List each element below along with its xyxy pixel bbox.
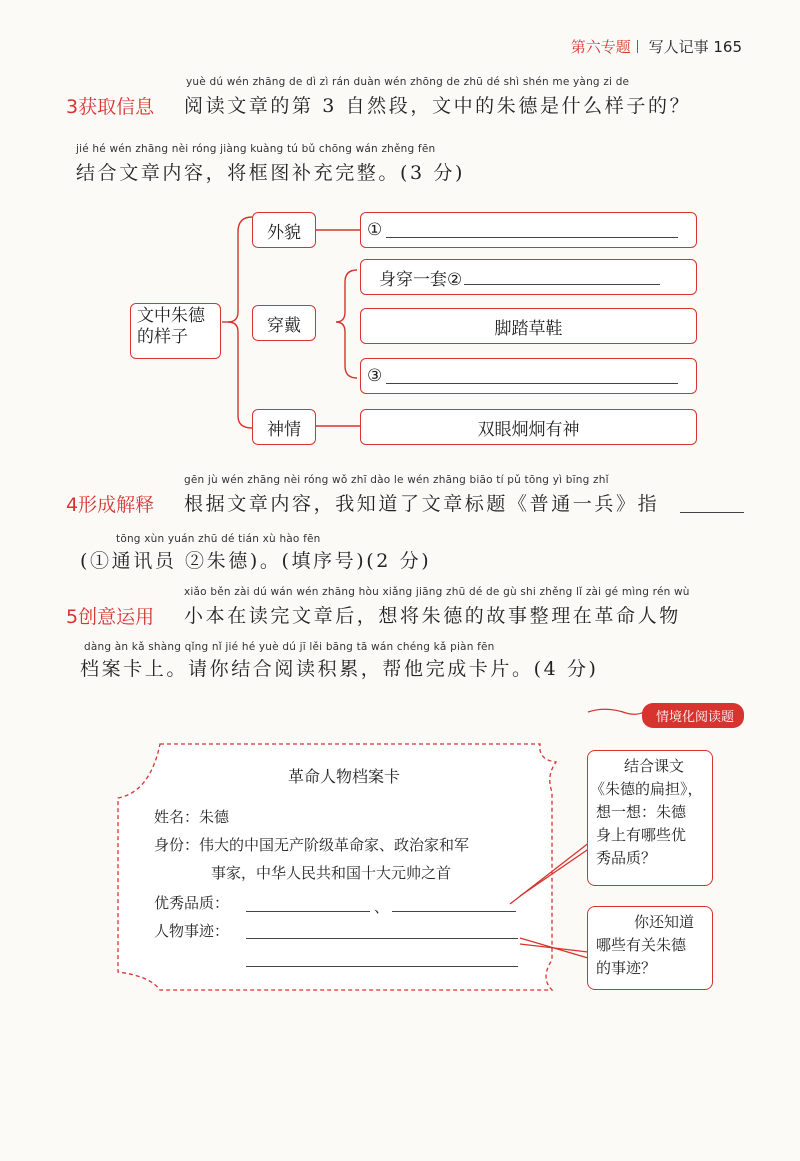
clothing-answer-box-3 [360, 358, 697, 394]
card-quality-label: 优秀品质： [154, 894, 230, 912]
diagram-root-box: 文中朱德的样子 [130, 303, 221, 359]
hint-bubble-deeds: 你还知道 哪些有关朱德 的事迹？ [587, 906, 713, 990]
card-name: 姓名：朱德 [154, 808, 230, 826]
card-deeds-label: 人物事迹： [154, 922, 230, 940]
q5-number: 5创意运用 [66, 606, 155, 628]
q3-pinyin-1: yuè dú wén zhāng de dì zì rán duàn wén zhōng de zhū dé shì shén me yàng zi de [186, 76, 630, 88]
card-title: 革命人物档案卡 [288, 767, 401, 786]
expression-answer-box: 双眼炯炯有神 [360, 409, 697, 445]
hint-bubble-qualities: 结合课文 《朱德的扁担》， 想一想：朱德 身上有哪些优 秀品质？ [587, 750, 713, 886]
page-number: 165 [713, 38, 742, 56]
quality-blank-1[interactable] [246, 893, 370, 912]
q4-pinyin-1: gēn jù wén zhāng nèi róng wǒ zhī dào le wén zhāng biāo tí pǔ tōng yì bīng zhǐ [184, 474, 609, 486]
q4-question-line-1: 根据文章内容，我知道了文章标题《普通一兵》指 [184, 493, 660, 515]
q4-answer-blank[interactable] [680, 492, 744, 513]
clothing-box: 穿戴 [252, 305, 316, 341]
q3-question-line-1: 阅读文章的第 3 自然段，文中的朱德是什么样子的？ [184, 95, 692, 117]
clothing-answer-box-2: 脚踏草鞋 [360, 308, 697, 344]
blank-3-line[interactable] [386, 383, 678, 384]
expression-box: 神情 [252, 409, 316, 445]
q5-pinyin-1: xiǎo běn zài dú wán wén zhāng hòu xiǎng jiāng zhū dé de gù shi zhěng lǐ zài gé mìng rén wù [184, 586, 690, 598]
q5-pinyin-2: dàng àn kǎ shàng qǐng nǐ jié hé yuè dú jī lěi bāng tā wán chéng kǎ piàn fēn [84, 641, 495, 653]
q5-question-line-1: 小本在读完文章后，想将朱德的故事整理在革命人物 [184, 605, 681, 627]
q4-pinyin-2: tōng xùn yuán zhū dé tián xù hào fēn [116, 533, 321, 545]
blank-3-marker: ③ [367, 366, 383, 386]
card-identity-line-2: 事家，中华人民共和国十大元帅之首 [211, 864, 452, 882]
q5-question-line-2: 档案卡上。请你结合阅读积累，帮他完成卡片。(4 分) [80, 658, 599, 680]
q3-pinyin-2: jié hé wén zhāng nèi róng jiàng kuàng tú bǔ chōng wán zhěng fēn [76, 143, 436, 155]
blank-1-marker: ① [367, 220, 383, 240]
clothing-answer-box-1: 身穿一套② [360, 259, 697, 295]
situational-reading-badge: 情境化阅读题 [642, 703, 744, 728]
blank-2-line[interactable] [464, 284, 660, 285]
section-label: 写人记事 [648, 38, 709, 56]
q3-question-line-2: 结合文章内容，将框图补充完整。(3 分) [76, 162, 465, 184]
blank-1-line[interactable] [386, 237, 678, 238]
appearance-answer-box [360, 212, 697, 248]
q3-number: 3获取信息 [66, 96, 155, 118]
q4-question-line-2: (①通讯员 ②朱德)。(填序号)(2 分) [80, 550, 432, 572]
deeds-blank-2[interactable] [246, 948, 518, 967]
q4-number: 4形成解释 [66, 494, 155, 516]
deeds-blank-1[interactable] [246, 920, 518, 939]
quality-separator: 、 [374, 898, 390, 916]
card-identity-line-1: 身份：伟大的中国无产阶级革命家、政治家和军 [154, 836, 470, 854]
chapter-label: 第六专题 [570, 38, 631, 56]
appearance-box: 外貌 [252, 212, 316, 248]
quality-blank-2[interactable] [392, 893, 516, 912]
